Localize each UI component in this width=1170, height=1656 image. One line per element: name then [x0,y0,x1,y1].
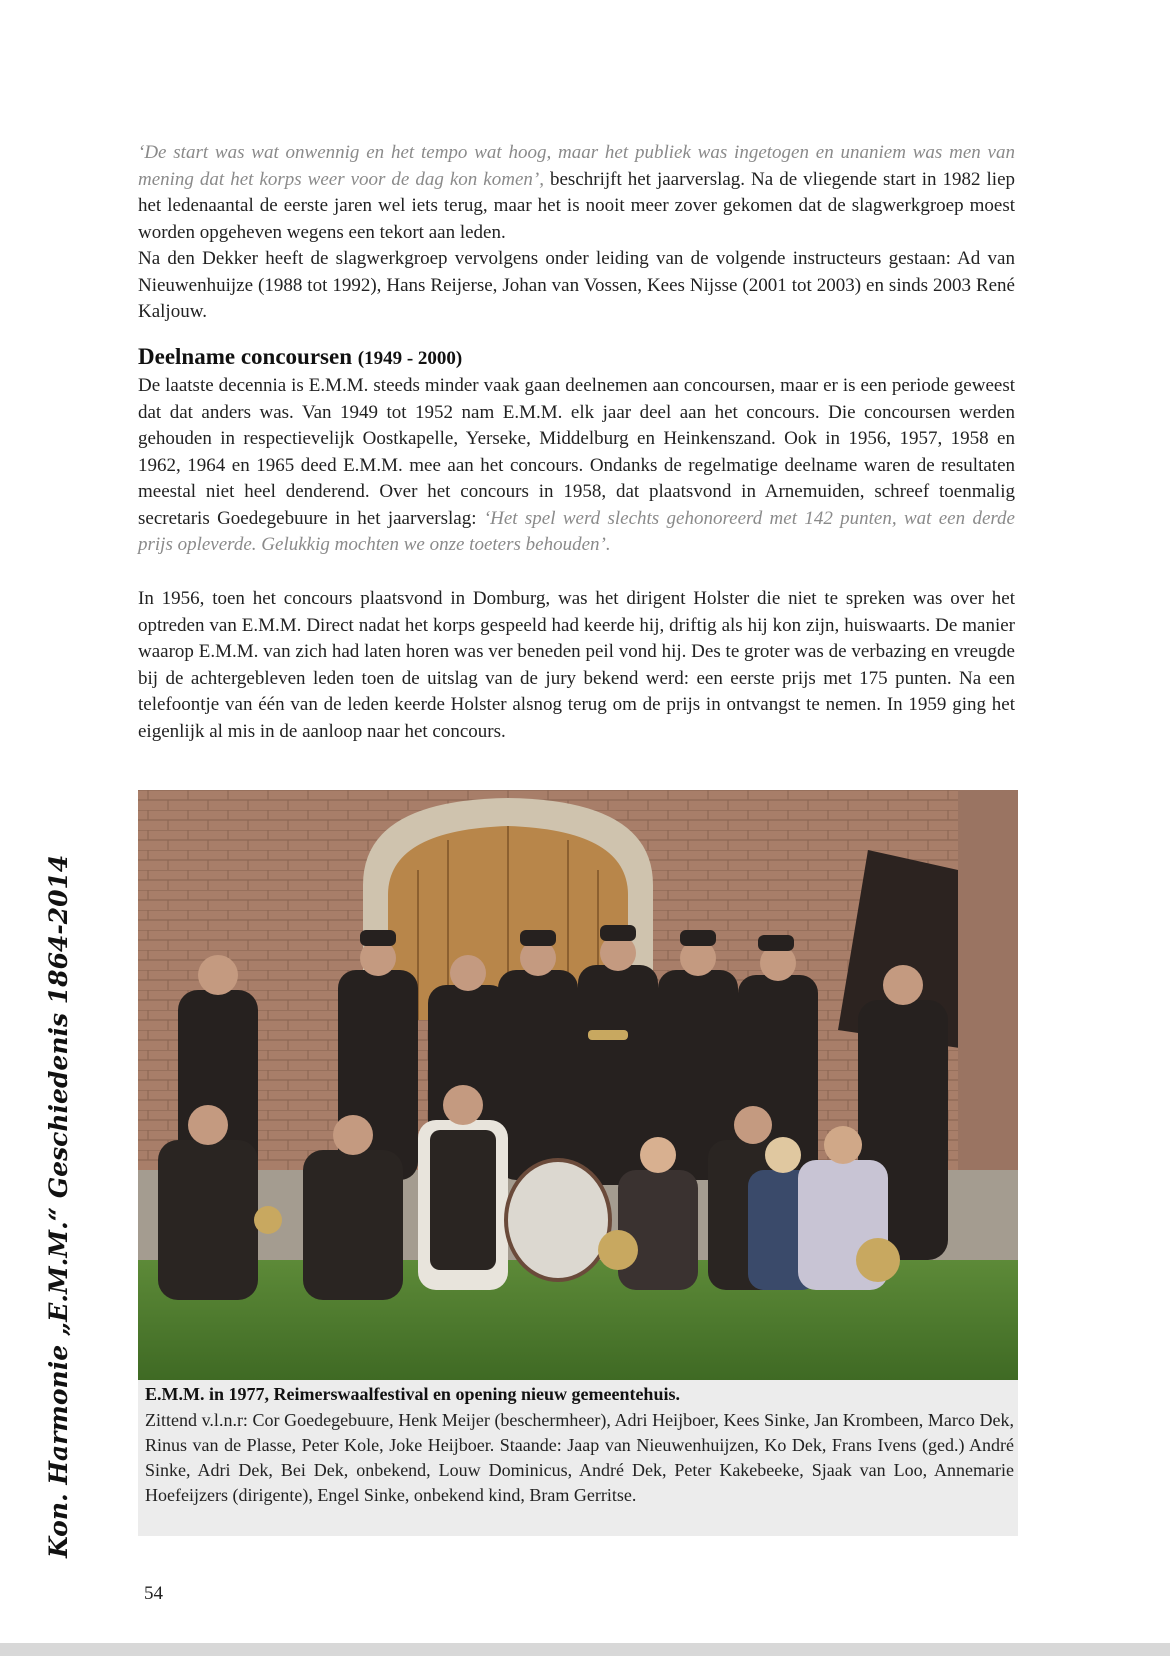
section-heading-years: (1949 - 2000) [357,348,463,369]
caption-text: Zittend v.l.n.r: Cor Goedegebuure, Henk Meijer (beschermheer), Adri Heijboer, Kees Sinke, Jan Krombeen, Marco Dek, Rinus van de Plasse, Peter Kole, Joke Heijboer. Staande: Jaap van Nieuwenhuijzen, Ko Dek, Frans Ivens (ged.) André Sinke, Adri Dek, Bei Dek, onbekend, Louw Dominicus, André Dek, Peter Kakebeeke, Sjaak van Loo, Annemarie Hoefeijzers (dirigente), Engel Sinke, onbekend kind, Bram Gerritse. [145,1410,1014,1505]
group-photo [138,790,1018,1380]
section-heading-title: Deelname concoursen [138,344,352,369]
paragraph-1-text: beschrijft het jaarverslag. Na de vliegende start in 1982 liep het ledenaantal de eerste jaren wel iets terug, maar het is nooit meer zover gekomen dat de slagwerkgroep moest worden opgeheven wegens een tekort aan leden. [138,168,1016,243]
paragraph-1 [138,140,1015,246]
section-heading [138,344,462,370]
caption-title: E.M.M. in 1977, Reimerswaalfestival en opening nieuw gemeentehuis. [145,1384,680,1404]
spine-title: Kon. Harmonie „E.M.M.“ Geschiedenis 1864-2014 [44,854,73,1558]
paragraph-4: In 1956, toen het concours plaatsvond in Domburg, was het dirigent Holster die niet te spreken was over het optreden van E.M.M. Direct nadat het korps gespeeld had keerde hij, driftig als hij kon zijn, huiswaarts. De manier waarop E.M.M. van zich had laten horen was ver beneden peil vond hij. Des te groter was de verbazing en vreugde bij de achtergebleven leden toen de uitslag van de jury bekend werd: een eerste prijs met 175 punten. Na een telefoontje van één van de leden keerde Holster alsnog terug om de prijs in ontvangst te nemen. In 1959 ging het eigenlijk al mis in de aanloop naar het concours. [138,588,1015,742]
paragraph-3-text: De laatste decennia is E.M.M. steeds minder vaak gaan deelnemen aan concoursen, maar er is een periode geweest dat dat anders was. Van 1949 tot 1952 nam E.M.M. elk jaar deel aan het concours. Die concoursen werden gehouden in respectievelijk Oostkapelle, Yerseke, Middelburg en Heinkenszand. Ook in 1956, 1957, 1958 en 1962, 1964 en 1965 deed E.M.M. mee aan het concours. Ondanks de regelmatige deelname waren de resultaten meestal niet heel denderend. Over het concours in 1958, dat plaatsvond in Arnemuiden, schreef toenmalig secretaris Goedegebuure in het jaarverslag: [138,375,1015,529]
bottom-edge [0,1643,1170,1656]
quote-jaarverslag-1958: ‘Het spel werd slechts gehonoreerd met 142 punten, wat een derde prijs opleverde. Gelukkig mochten we onze toeters behouden’. [138,507,1015,555]
page-number: 54 [144,1583,163,1604]
group-photo-illustration [138,790,1018,1380]
paragraph-2: Na den Dekker heeft de slagwerkgroep vervolgens onder leiding van de volgende instructeurs gestaan: Ad van Nieuwenhuijze (1988 tot 1992), Hans Reijerse, Johan van Vossen, Kees Nijsse (2001 tot 2003) en sinds 2003 René Kaljouw. [138,248,1015,322]
paragraph-3 [138,373,1015,559]
quote-jaarverslag-1982: ‘De start was wat onwennig en het tempo wat hoog, maar het publiek was ingetogen en unaniem was men van mening dat het korps weer voor de dag kon komen’, [138,142,1015,190]
